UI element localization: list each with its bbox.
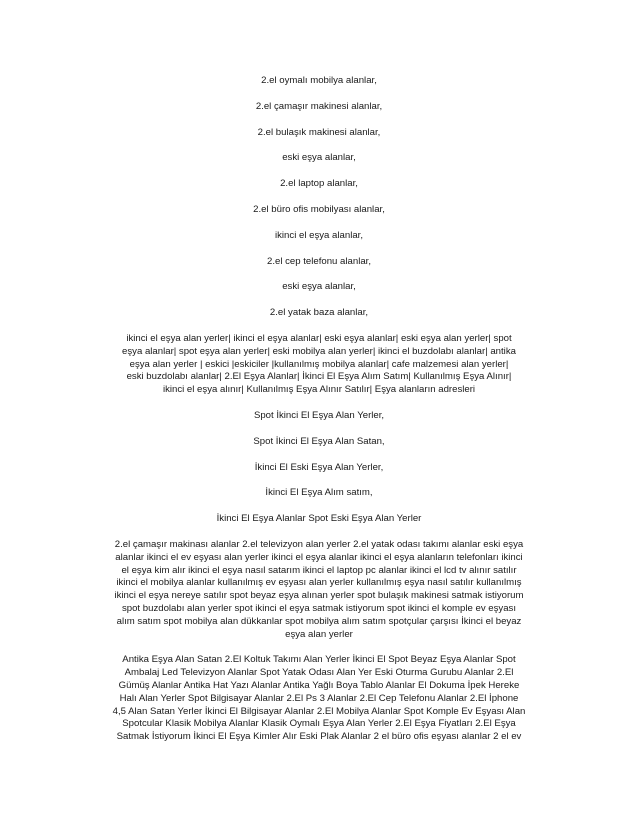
paragraph-line: Ambalaj Led Televizyon Alanlar Spot Yatak Odası Alan Yer Eski Oturma Gurubu Alanlar 2.El (124, 667, 514, 679)
keyword-paragraph-2 (84, 539, 554, 641)
text-line: İkinci El Eski Eşya Alan Yerler, (254, 461, 384, 473)
paragraph-line: Gümüş Alanlar Antika Hat Yazı Alanlar Antika Yağlı Boya Tablo Alanlar El Dokuma İpek Hereke (118, 679, 520, 691)
paragraph-line: 2.el çamaşır makinası alanlar 2.el televizyon alan yerler 2.el yatak odası takımı alanlar eski eşya (114, 538, 524, 550)
paragraph-line: ikinci el mobilya alanlar kullanılmış ev eşyası alan yerler kullanılmış eşya nasıl satılır kullanılmış (116, 577, 522, 589)
paragraph-line: eşya alan yerler (285, 628, 353, 640)
paragraph-line: el eşya kim alır ikinci el eşya nasıl satarım ikinci el laptop pc alanlar ikinci el lcd tv alınır satılır (121, 564, 517, 576)
paragraph-line: alım satım spot mobilya alan dükkanlar spot mobilya alım satım spotçular çarşısı İkinci el beyaz (116, 615, 522, 627)
text-line: 2.el çamaşır makinesi alanlar, (255, 100, 383, 112)
paragraph-line: Antika Eşya Alan Satan 2.El Koltuk Takımı Alan Yerler İkinci El Spot Beyaz Eşya Alanlar Spot (122, 654, 516, 666)
paragraph-line: Halı Alan Yerler Spot Bilgisayar Alanlar 2.El Ps 3 Alanlar 2.El Cep Telefonu Alanlar 2.El İphone (119, 692, 519, 704)
text-line: ikinci el eşya alanlar, (275, 229, 363, 241)
paragraph-line: alanlar ikinci el ev eşyası alan yerler ikinci el eşya alanlar ikinci el eşya alanların telefonları ikinci (115, 551, 523, 563)
paragraph-line: eşya alanlar| spot eşya alan yerler| eski mobilya alan yerler| ikinci el buzdolabı alanlar| antika (122, 345, 516, 357)
text-line: 2.el bulaşık makinesi alanlar, (257, 126, 381, 138)
paragraph-line: eşya alan yerler | eskici |eskiciler |kullanılmış mobilya alanlar| cafe malzemesi alan yerler| (129, 358, 509, 370)
text-line: 2.el cep telefonu alanlar, (266, 255, 371, 267)
paragraph-line: ikinci el eşya alınır| Kullanılmış Eşya Alınır Satılır| Eşya alanların adresleri (162, 384, 476, 396)
paragraph-line: Satmak İstiyorum İkinci El Eşya Kimler Alır Eski Plak Alanlar 2 el büro ofis eşyası alanlar 2 el ev (116, 731, 522, 743)
text-line: eski eşya alanlar, (282, 281, 356, 293)
paragraph-line: eski buzdolabı alanlar| 2.El Eşya Alanlar| İkinci El Eşya Alım Satım| Kullanılmış Eşya Alınır| (126, 371, 512, 383)
text-line: Spot İkinci El Eşya Alan Satan, (253, 435, 385, 447)
keyword-paragraph-1 (84, 333, 554, 397)
text-line: eski eşya alanlar, (282, 152, 356, 164)
paragraph-line: ikinci el eşya nereye satılır spot beyaz eşya alınan yerler spot bulaşık makinesi satmak istiyorum (114, 590, 524, 602)
document-body (84, 75, 554, 757)
text-line: Spot İkinci El Eşya Alan Yerler, (253, 409, 385, 421)
text-line: 2.el oymalı mobilya alanlar, (261, 75, 377, 86)
keyword-paragraph-3 (84, 654, 554, 744)
text-line: 2.el yatak baza alanlar, (269, 307, 369, 319)
text-line: 2.el laptop alanlar, (280, 178, 358, 190)
text-line: İkinci El Eşya Alım satım, (265, 487, 373, 499)
paragraph-line: 4,5 Alan Satan Yerler İkinci El Bilgisayar Alanlar 2.El Mobilya Alanlar Spot Komple Ev Eşyası Alan (112, 705, 526, 717)
text-line: İkinci El Eşya Alanlar Spot Eski Eşya Alan Yerler (216, 513, 422, 525)
paragraph-line: Spotcular Klasik Mobilya Alanlar Klasik Oymalı Eşya Alan Yerler 2.El Eşya Fiyatları 2.El Eşya (122, 718, 516, 730)
paragraph-line: ikinci el eşya alan yerler| ikinci el eşya alanlar| eski eşya alanlar| eski eşya alan yerler| spot (126, 332, 512, 344)
text-line: 2.el büro ofis mobilyası alanlar, (253, 203, 385, 215)
paragraph-line: spot buzdolabı alan yerler spot ikinci el eşya satmak istiyorum spot ikinci el komple ev eşyası (121, 602, 517, 614)
